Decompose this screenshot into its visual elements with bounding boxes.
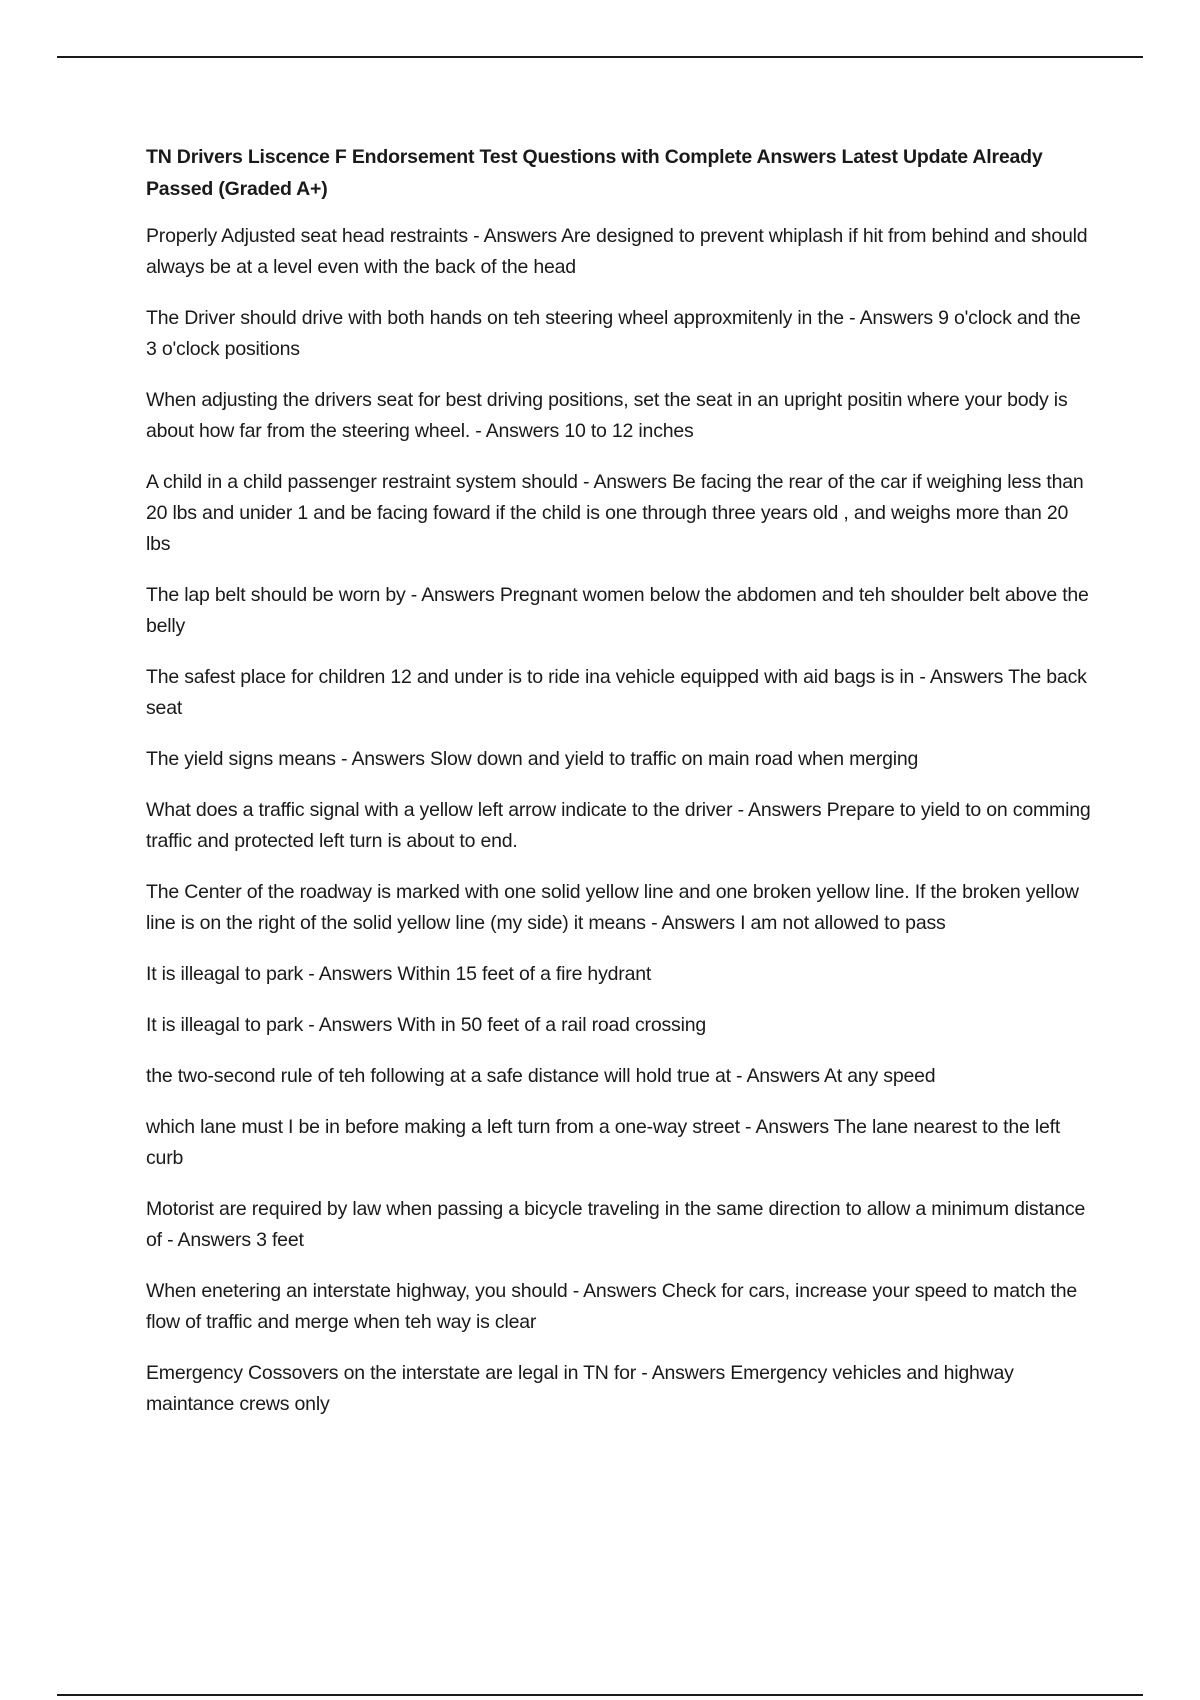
qa-item: The Driver should drive with both hands on teh steering wheel approxmitenly in the - Answers 9 o'clock and the 3 o'clock positions [146,307,1081,360]
qa-item: The lap belt should be worn by - Answers Pregnant women below the abdomen and teh shoulder belt above the belly [146,584,1089,637]
qa-item: Emergency Cossovers on the interstate are legal in TN for - Answers Emergency vehicles and highway maintance crews only [146,1362,1014,1415]
qa-item: Motorist are required by law when passing a bicycle traveling in the same direction to allow a minimum distance of - Answers 3 feet [146,1198,1086,1251]
qa-item: A child in a child passenger restraint system should - Answers Be facing the rear of the car if weighing less than 20 lbs and unider 1 and be facing foward if the child is one through three years old , and weighs more than 20 lbs [146,471,1084,555]
qa-item: When adjusting the drivers seat for best driving positions, set the seat in an upright positin where your body is about how far from the steering wheel. - Answers 10 to 12 inches [146,389,1068,442]
qa-item: What does a traffic signal with a yellow left arrow indicate to the driver - Answers Prepare to yield to on comming traffic and protected left turn is about to end. [146,799,1091,852]
qa-item: It is illeagal to park - Answers Within 15 feet of a fire hydrant [146,963,652,985]
qa-item: which lane must I be in before making a left turn from a one-way street - Answers The lane nearest to the left curb [146,1116,1061,1169]
qa-item: It is illeagal to park - Answers With in 50 feet of a rail road crossing [146,1014,707,1036]
qa-item: The Center of the roadway is marked with one solid yellow line and one broken yellow line. If the broken yellow line is on the right of the solid yellow line (my side) it means - Answers I am not allowed to pass [146,881,1079,934]
qa-item: The yield signs means - Answers Slow down and yield to traffic on main road when merging [146,748,919,770]
qa-item: Properly Adjusted seat head restraints - Answers Are designed to prevent whiplash if hit from behind and should always be at a level even with the back of the head [146,225,1088,278]
top-rule [57,56,1143,58]
bottom-rule [57,1694,1143,1696]
qa-item: the two-second rule of teh following at a safe distance will hold true at - Answers At any speed [146,1065,936,1087]
document-title: TN Drivers Liscence F Endorsement Test Questions with Complete Answers Latest Update Already Passed (Graded A+) [146,146,1043,200]
document-body [146,141,1096,1440]
qa-item: When enetering an interstate highway, you should - Answers Check for cars, increase your speed to match the flow of traffic and merge when teh way is clear [146,1280,1077,1333]
qa-item: The safest place for children 12 and under is to ride ina vehicle equipped with aid bags is in - Answers The back seat [146,666,1087,719]
